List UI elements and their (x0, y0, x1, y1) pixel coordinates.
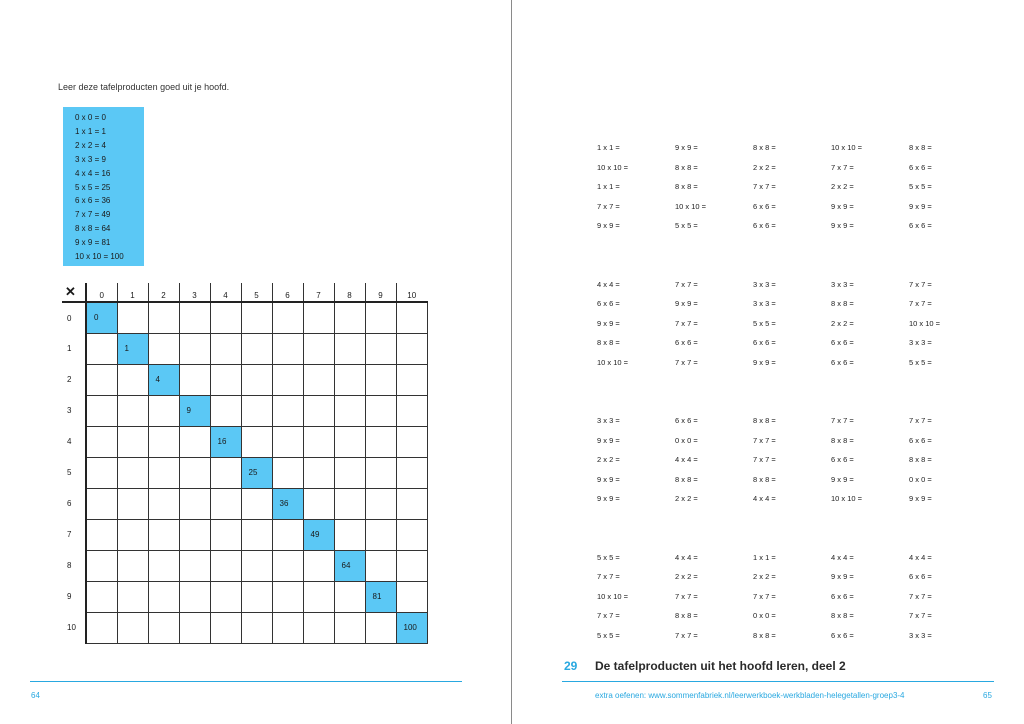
exercise-item: 8 x 8 = (909, 143, 932, 152)
empty-cell (210, 364, 241, 395)
lesson-title: De tafelproducten uit het hoofd leren, deel 2 (595, 659, 846, 673)
empty-cell (396, 581, 427, 612)
exercise-item: 10 x 10 = (675, 201, 707, 211)
page-number-left: 64 (31, 691, 40, 700)
exercise-item: 5 x 5 = (909, 357, 932, 367)
empty-cell (272, 519, 303, 550)
empty-cell (303, 457, 334, 488)
exercise-item: 3 x 3 = (909, 338, 932, 347)
fact-line: 9 x 9 = 81 (75, 238, 111, 248)
empty-cell (179, 488, 210, 519)
empty-cell (86, 581, 117, 612)
empty-cell (241, 302, 272, 333)
exercise-item: 3 x 3 = (753, 299, 776, 308)
empty-cell (210, 488, 241, 519)
exercise-item: 7 x 7 = (909, 279, 932, 289)
exercise-item: 5 x 5 = (597, 630, 620, 640)
exercise-group (597, 416, 987, 514)
empty-cell (241, 426, 272, 457)
empty-cell (272, 395, 303, 426)
empty-cell (117, 457, 148, 488)
empty-cell (396, 488, 427, 519)
exercise-item: 7 x 7 = (675, 357, 698, 367)
empty-cell (148, 581, 179, 612)
column-header: 7 (303, 283, 334, 302)
column-header: 9 (365, 283, 396, 302)
table-row (62, 488, 427, 519)
empty-cell (396, 519, 427, 550)
fact-line: 1 x 1 = 1 (75, 126, 106, 136)
row-header: 4 (62, 426, 86, 457)
empty-cell (179, 612, 210, 643)
exercise-item: 3 x 3 = (909, 630, 932, 640)
empty-cell (179, 302, 210, 333)
exercise-item: 7 x 7 = (675, 630, 698, 640)
diagonal-cell: 81 (365, 581, 396, 612)
page-divider (511, 0, 512, 724)
exercise-item: 10 x 10 = (831, 494, 863, 503)
empty-cell (272, 457, 303, 488)
empty-cell (303, 550, 334, 581)
exercise-item: 9 x 9 = (831, 221, 854, 230)
exercise-item: 9 x 9 = (909, 201, 932, 211)
exercise-item: 8 x 8 = (831, 611, 854, 620)
exercise-item: 5 x 5 = (675, 221, 698, 230)
row-header: 7 (62, 519, 86, 550)
exercise-item: 2 x 2 = (675, 572, 698, 581)
exercise-item: 7 x 7 = (753, 455, 776, 464)
exercise-item: 7 x 7 = (831, 416, 854, 425)
footer-rule-left (30, 681, 462, 682)
row-header: 3 (62, 395, 86, 426)
empty-cell (148, 302, 179, 333)
exercise-item: 7 x 7 = (909, 591, 932, 601)
exercise-item: 6 x 6 = (909, 572, 932, 581)
exercise-item: 8 x 8 = (753, 143, 776, 152)
empty-cell (272, 612, 303, 643)
exercise-item: 7 x 7 = (675, 318, 698, 328)
empty-cell (303, 581, 334, 612)
exercise-item: 7 x 7 = (909, 611, 932, 620)
exercise-item: 6 x 6 = (831, 455, 854, 464)
exercise-item: 10 x 10 = (597, 162, 629, 172)
exercise-item: 9 x 9 = (753, 357, 776, 367)
empty-cell (334, 612, 365, 643)
exercise-item: 8 x 8 = (597, 338, 620, 347)
fact-line: 6 x 6 = 36 (75, 196, 111, 206)
empty-cell (179, 364, 210, 395)
empty-cell (148, 612, 179, 643)
row-header: 2 (62, 364, 86, 395)
empty-cell (365, 488, 396, 519)
empty-cell (179, 550, 210, 581)
empty-cell (241, 333, 272, 364)
empty-cell (272, 302, 303, 333)
row-header: 10 (62, 612, 86, 643)
exercise-item: 4 x 4 = (753, 494, 776, 503)
row-header: 6 (62, 488, 86, 519)
empty-cell (86, 488, 117, 519)
exercise-item: 3 x 3 = (753, 279, 776, 289)
exercise-item: 9 x 9 = (909, 494, 932, 503)
column-header: 10 (396, 283, 427, 302)
empty-cell (241, 488, 272, 519)
exercise-item: 1 x 1 = (597, 182, 620, 191)
empty-cell (148, 488, 179, 519)
exercise-item: 4 x 4 = (675, 552, 698, 562)
empty-cell (303, 302, 334, 333)
exercise-item: 10 x 10 = (831, 143, 863, 152)
fact-line: 0 x 0 = 0 (75, 113, 106, 122)
exercise-item: 9 x 9 = (675, 143, 698, 152)
table-row (62, 302, 427, 333)
exercise-item: 6 x 6 = (597, 299, 620, 308)
exercise-item: 7 x 7 = (753, 591, 776, 601)
table-row (62, 426, 427, 457)
table-row (62, 581, 427, 612)
empty-cell (86, 364, 117, 395)
empty-cell (303, 612, 334, 643)
exercise-item: 10 x 10 = (909, 318, 941, 328)
empty-cell (365, 333, 396, 364)
fact-line: 10 x 10 = 100 (75, 252, 124, 262)
fact-line: 2 x 2 = 4 (75, 140, 106, 150)
exercise-item: 2 x 2 = (831, 182, 854, 191)
column-header: 4 (210, 283, 241, 302)
row-header: 0 (62, 302, 86, 333)
empty-cell (241, 612, 272, 643)
column-header: 0 (86, 283, 117, 302)
exercise-item: 0 x 0 = (753, 611, 776, 620)
empty-cell (334, 302, 365, 333)
exercise-item: 4 x 4 = (831, 552, 854, 562)
empty-cell (365, 457, 396, 488)
exercise-item: 7 x 7 = (675, 279, 698, 289)
fact-line: 8 x 8 = 64 (75, 224, 111, 234)
empty-cell (272, 550, 303, 581)
empty-cell (148, 519, 179, 550)
empty-cell (365, 550, 396, 581)
exercise-item: 9 x 9 = (831, 572, 854, 581)
empty-cell (365, 302, 396, 333)
exercise-item: 6 x 6 = (831, 591, 854, 601)
facts-box (63, 107, 144, 266)
empty-cell (148, 395, 179, 426)
empty-cell (334, 426, 365, 457)
diagonal-cell: 49 (303, 519, 334, 550)
multiplication-grid (62, 283, 428, 644)
empty-cell (117, 519, 148, 550)
table-row (62, 457, 427, 488)
diagonal-cell: 1 (117, 333, 148, 364)
exercise-item: 2 x 2 = (753, 572, 776, 581)
exercise-item: 4 x 4 = (597, 279, 620, 289)
exercise-item: 7 x 7 = (831, 162, 854, 172)
empty-cell (241, 550, 272, 581)
exercise-item: 8 x 8 = (753, 416, 776, 425)
empty-cell (86, 333, 117, 364)
exercise-item: 8 x 8 = (753, 474, 776, 484)
exercise-item: 6 x 6 = (831, 338, 854, 347)
empty-cell (86, 457, 117, 488)
empty-cell (117, 581, 148, 612)
exercise-item: 7 x 7 = (597, 611, 620, 620)
empty-cell (334, 333, 365, 364)
exercise-item: 8 x 8 = (675, 611, 698, 620)
empty-cell (117, 488, 148, 519)
column-header: 2 (148, 283, 179, 302)
empty-cell (117, 550, 148, 581)
empty-cell (334, 488, 365, 519)
exercise-group (597, 143, 987, 241)
exercise-item: 7 x 7 = (597, 572, 620, 581)
fact-line: 4 x 4 = 16 (75, 168, 111, 178)
empty-cell (396, 333, 427, 364)
empty-cell (396, 302, 427, 333)
empty-cell (210, 457, 241, 488)
empty-cell (365, 395, 396, 426)
exercise-item: 8 x 8 = (753, 630, 776, 640)
diagonal-cell: 25 (241, 457, 272, 488)
times-symbol: ✕ (62, 283, 86, 302)
diagonal-cell: 36 (272, 488, 303, 519)
exercise-item: 8 x 8 = (831, 299, 854, 308)
exercise-item: 7 x 7 = (597, 201, 620, 211)
empty-cell (86, 426, 117, 457)
diagonal-cell: 4 (148, 364, 179, 395)
empty-cell (179, 519, 210, 550)
diagonal-cell: 9 (179, 395, 210, 426)
empty-cell (210, 550, 241, 581)
column-header: 5 (241, 283, 272, 302)
empty-cell (148, 426, 179, 457)
instruction-text: Leer deze tafelproducten goed uit je hoofd. (58, 82, 230, 92)
exercise-item: 6 x 6 = (753, 221, 776, 230)
empty-cell (303, 364, 334, 395)
exercise-item: 6 x 6 = (909, 221, 932, 230)
empty-cell (179, 333, 210, 364)
empty-cell (241, 364, 272, 395)
exercise-item: 8 x 8 = (831, 435, 854, 445)
table-row (62, 395, 427, 426)
empty-cell (303, 333, 334, 364)
exercise-item: 3 x 3 = (831, 279, 854, 289)
fact-line: 3 x 3 = 9 (75, 154, 106, 164)
exercise-item: 7 x 7 = (675, 591, 698, 601)
exercise-item: 9 x 9 = (597, 435, 620, 445)
exercise-item: 1 x 1 = (597, 143, 620, 152)
empty-cell (117, 302, 148, 333)
exercise-item: 4 x 4 = (909, 552, 932, 562)
empty-cell (303, 395, 334, 426)
exercise-item: 9 x 9 = (597, 318, 620, 328)
exercise-item: 2 x 2 = (831, 318, 854, 328)
empty-cell (334, 395, 365, 426)
empty-cell (334, 364, 365, 395)
empty-cell (179, 581, 210, 612)
exercise-item: 4 x 4 = (675, 455, 698, 464)
empty-cell (86, 395, 117, 426)
exercise-item: 10 x 10 = (597, 591, 629, 601)
exercise-item: 9 x 9 = (831, 201, 854, 211)
empty-cell (148, 333, 179, 364)
table-row (62, 612, 427, 643)
exercise-item: 3 x 3 = (597, 416, 620, 425)
empty-cell (148, 457, 179, 488)
exercise-grid (597, 143, 987, 689)
column-header: 1 (117, 283, 148, 302)
exercise-item: 9 x 9 = (831, 474, 854, 484)
exercise-group (597, 553, 987, 651)
exercise-item: 10 x 10 = (597, 357, 629, 367)
exercise-item: 1 x 1 = (753, 552, 776, 562)
exercise-group (597, 280, 987, 378)
table-row (62, 364, 427, 395)
diagonal-cell: 0 (86, 302, 117, 333)
exercise-item: 6 x 6 = (675, 338, 698, 347)
empty-cell (365, 612, 396, 643)
multiplication-table (62, 283, 428, 644)
column-header: 3 (179, 283, 210, 302)
empty-cell (117, 364, 148, 395)
diagonal-cell: 16 (210, 426, 241, 457)
exercise-item: 6 x 6 = (753, 201, 776, 211)
exercise-item: 6 x 6 = (753, 338, 776, 347)
empty-cell (210, 581, 241, 612)
column-header: 6 (272, 283, 303, 302)
empty-cell (117, 426, 148, 457)
exercise-item: 2 x 2 = (753, 162, 776, 172)
page-number-right: 65 (983, 691, 992, 700)
row-header: 9 (62, 581, 86, 612)
empty-cell (272, 364, 303, 395)
table-row (62, 550, 427, 581)
exercise-item: 8 x 8 = (675, 474, 698, 484)
footer-link[interactable]: extra oefenen: www.sommenfabriek.nl/leerwerkboek-werkbladen-helegetallen-groep3-4 (595, 691, 905, 700)
fact-line: 7 x 7 = 49 (75, 210, 111, 220)
exercise-item: 9 x 9 = (597, 221, 620, 230)
exercise-item: 5 x 5 = (597, 552, 620, 562)
empty-cell (365, 519, 396, 550)
exercise-item: 0 x 0 = (909, 474, 932, 484)
row-header: 5 (62, 457, 86, 488)
row-header: 8 (62, 550, 86, 581)
empty-cell (334, 519, 365, 550)
empty-cell (272, 581, 303, 612)
empty-cell (396, 364, 427, 395)
empty-cell (396, 550, 427, 581)
exercise-item: 7 x 7 = (753, 182, 776, 191)
empty-cell (148, 550, 179, 581)
empty-cell (210, 333, 241, 364)
empty-cell (365, 426, 396, 457)
exercise-item: 0 x 0 = (675, 435, 698, 445)
fact-line: 5 x 5 = 25 (75, 182, 111, 192)
empty-cell (210, 395, 241, 426)
empty-cell (303, 488, 334, 519)
exercise-item: 8 x 8 = (675, 162, 698, 172)
empty-cell (334, 457, 365, 488)
exercise-item: 6 x 6 = (909, 435, 932, 445)
exercise-item: 2 x 2 = (675, 494, 698, 503)
empty-cell (334, 581, 365, 612)
empty-cell (86, 612, 117, 643)
empty-cell (272, 333, 303, 364)
empty-cell (272, 426, 303, 457)
exercise-item: 9 x 9 = (597, 474, 620, 484)
table-row (62, 519, 427, 550)
empty-cell (241, 395, 272, 426)
row-header: 1 (62, 333, 86, 364)
exercise-item: 5 x 5 = (909, 182, 932, 191)
exercise-item: 8 x 8 = (909, 455, 932, 464)
column-header: 8 (334, 283, 365, 302)
exercise-item: 6 x 6 = (831, 630, 854, 640)
empty-cell (179, 426, 210, 457)
exercise-item: 7 x 7 = (909, 299, 932, 308)
diagonal-cell: 100 (396, 612, 427, 643)
exercise-item: 6 x 6 = (675, 416, 698, 425)
exercise-item: 9 x 9 = (675, 299, 698, 308)
empty-cell (396, 426, 427, 457)
exercise-item: 9 x 9 = (597, 494, 620, 503)
empty-cell (210, 612, 241, 643)
exercise-item: 2 x 2 = (597, 455, 620, 464)
empty-cell (117, 395, 148, 426)
lesson-number: 29 (564, 659, 578, 673)
empty-cell (396, 457, 427, 488)
empty-cell (86, 519, 117, 550)
empty-cell (241, 581, 272, 612)
exercise-item: 7 x 7 = (909, 416, 932, 425)
table-row (62, 333, 427, 364)
empty-cell (210, 519, 241, 550)
empty-cell (303, 426, 334, 457)
exercise-item: 5 x 5 = (753, 318, 776, 328)
exercise-item: 8 x 8 = (675, 182, 698, 191)
empty-cell (86, 550, 117, 581)
exercise-item: 6 x 6 = (909, 162, 932, 172)
diagonal-cell: 64 (334, 550, 365, 581)
empty-cell (210, 302, 241, 333)
exercise-item: 6 x 6 = (831, 357, 854, 367)
empty-cell (241, 519, 272, 550)
empty-cell (396, 395, 427, 426)
exercise-item: 7 x 7 = (753, 435, 776, 445)
empty-cell (179, 457, 210, 488)
empty-cell (117, 612, 148, 643)
left-page (0, 0, 511, 724)
footer-rule-right (562, 681, 994, 682)
empty-cell (365, 364, 396, 395)
